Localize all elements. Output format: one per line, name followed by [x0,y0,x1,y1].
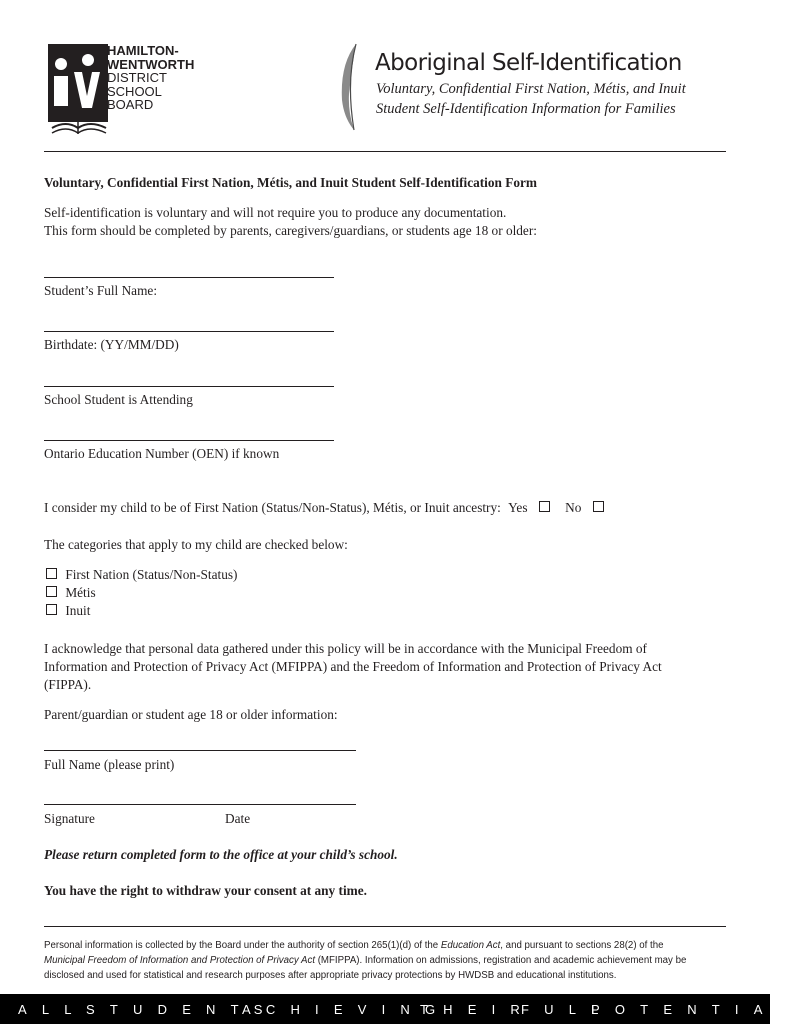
privacy-notice [44,938,734,983]
ack-line-2: Information and Protection of Privacy Act (MFIPPA) and the Freedom of Information and Protection of Privacy Act [44,659,662,674]
inuit-checkbox[interactable] [46,604,57,615]
ancestry-question-text: I consider my child to be of First Nation (Status/Non-Status), Métis, or Inuit ancestry: [44,500,501,515]
logo-line-wentworth: WENTWORTH [107,56,195,72]
tagline-word: FULL [521,1002,614,1017]
signature-label: Signature [44,811,95,826]
acknowledgement-text [44,640,662,694]
intro-line-2: This form should be completed by parents, caregivers/guardians, or students age 18 or older: [44,223,537,238]
tagline-word: ACHIEVING [242,1002,451,1017]
category-label: Inuit [65,603,91,618]
school-label: School Student is Attending [44,392,193,407]
logo-line-hamilton: HAMILTON- [107,43,179,58]
mfippa-ref: Municipal Freedom of Information and Protection of Privacy Act [44,955,316,966]
privacy-text: , and pursuant to sections 28(2) of the [500,940,664,951]
no-checkbox[interactable] [593,501,604,512]
student-name-label: Student’s Full Name: [44,283,158,298]
page-subtitle [376,79,686,119]
tagline-word: POTENTIAL [591,1002,800,1017]
signature-field[interactable] [44,804,356,805]
intro-line-1: Self-identification is voluntary and will not require you to produce any documentation. [44,205,507,220]
footer-divider [44,926,726,927]
page-title: Aboriginal Self-Identification [375,50,682,76]
categories-intro: The categories that apply to my child are checked below: [44,537,348,552]
tagline-word: THEIR [420,1002,535,1017]
parent-info-heading: Parent/guardian or student age 18 or older information: [44,707,338,722]
privacy-line-2 [44,953,734,968]
tagline-bar [0,994,800,1024]
privacy-line-1 [44,938,734,953]
logo-line-district: DISTRICT [107,70,167,85]
form-heading: Voluntary, Confidential First Nation, Métis, and Inuit Student Self-Identification Form [44,175,537,190]
feather-icon [336,42,364,134]
yes-checkbox[interactable] [539,501,550,512]
board-logo [44,44,214,134]
metis-checkbox[interactable] [46,586,57,597]
header-divider [44,151,726,152]
privacy-text: Personal information is collected by the Board under the authority of section 265(1)(d) of the [44,940,441,951]
logo-figures-icon [44,44,110,136]
return-instructions: Please return completed form to the office at your child’s school. [44,847,398,862]
tagline-word: ALL [18,1002,87,1017]
oen-label: Ontario Education Number (OEN) if known [44,446,280,461]
birthdate-label: Birthdate: (YY/MM/DD) [44,337,179,352]
yes-option-label: Yes [508,500,528,515]
category-label: Métis [65,585,96,600]
category-inuit [46,602,237,620]
subtitle-line-1: Voluntary, Confidential First Nation, Métis, and Inuit [376,81,686,97]
logo-line-board: BOARD [107,97,154,112]
education-act-ref: Education Act [440,940,501,951]
privacy-line-3: disclosed and used for statistical and research purposes after appropriate privacy protections by HWDSB and educational institutions. [44,970,617,981]
birthdate-field[interactable] [44,331,334,332]
logo-line-school: SCHOOL [107,83,162,99]
category-label: First Nation (Status/Non-Status) [65,567,238,582]
first-nation-checkbox[interactable] [46,568,57,579]
date-label: Date [225,811,251,826]
no-option-label: No [565,500,582,515]
oen-field[interactable] [44,440,334,441]
tagline-word: STUDENTS [86,1002,278,1017]
category-first-nation [46,566,237,584]
ancestry-question [44,499,604,517]
privacy-text: (MFIPPA). Information on admissions, registration and academic achievement may be [315,955,687,966]
intro-text [44,204,537,240]
ack-line-1: I acknowledge that personal data gathered under this policy will be in accordance with the Municipal Freedom of [44,641,647,656]
ack-line-3: (FIPPA). [44,677,92,692]
withdraw-consent-note: You have the right to withdraw your consent at any time. [44,883,367,898]
student-name-field[interactable] [44,277,334,278]
category-metis [46,584,237,602]
school-field[interactable] [44,386,334,387]
full-name-label: Full Name (please print) [44,757,175,772]
subtitle-line-2: Student Self-Identification Information for Families [376,101,676,117]
full-name-field[interactable] [44,750,356,751]
category-list [46,566,237,620]
